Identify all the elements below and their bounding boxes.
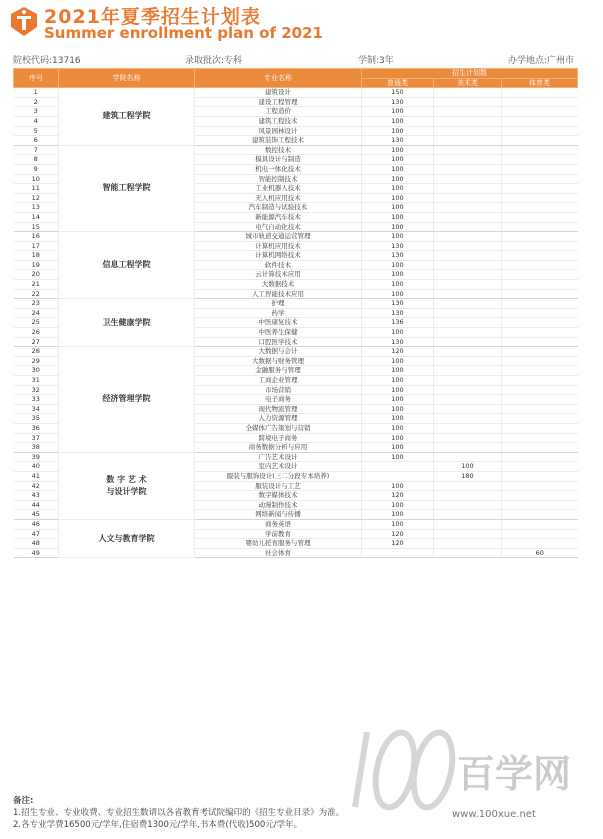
art-count bbox=[434, 145, 502, 155]
notes-section bbox=[13, 795, 344, 831]
table-row bbox=[14, 519, 578, 529]
header-college: 学院名称 bbox=[59, 69, 195, 88]
row-seq: 11 bbox=[14, 184, 59, 194]
art-count bbox=[434, 232, 502, 242]
general-count: 100 bbox=[362, 404, 434, 414]
general-count: 120 bbox=[362, 491, 434, 501]
art-count bbox=[434, 433, 502, 443]
row-seq: 14 bbox=[14, 212, 59, 222]
major-name: 跨境电子商务 bbox=[195, 433, 362, 443]
general-count: 100 bbox=[362, 270, 434, 280]
row-seq: 25 bbox=[14, 318, 59, 328]
art-count bbox=[434, 107, 502, 117]
sport-count bbox=[502, 203, 578, 213]
sport-count bbox=[502, 126, 578, 136]
major-name: 数字媒体技术 bbox=[195, 491, 362, 501]
sport-count bbox=[502, 164, 578, 174]
art-count bbox=[434, 395, 502, 405]
major-name: 工商企业管理 bbox=[195, 376, 362, 386]
table-row bbox=[14, 88, 578, 98]
row-seq: 2 bbox=[14, 97, 59, 107]
major-name: 建筑工程技术 bbox=[195, 116, 362, 126]
art-count: 180 bbox=[434, 471, 502, 481]
major-name: 计算机网络技术 bbox=[195, 251, 362, 261]
row-seq: 44 bbox=[14, 500, 59, 510]
major-name: 社会体育 bbox=[195, 548, 362, 558]
row-seq: 4 bbox=[14, 116, 59, 126]
major-name: 市场营销 bbox=[195, 385, 362, 395]
general-count: 100 bbox=[362, 116, 434, 126]
sport-count bbox=[502, 376, 578, 386]
row-seq: 32 bbox=[14, 385, 59, 395]
general-count: 100 bbox=[362, 107, 434, 117]
sport-count bbox=[502, 241, 578, 251]
row-seq: 48 bbox=[14, 539, 59, 549]
major-name: 建设工程管理 bbox=[195, 97, 362, 107]
sport-count bbox=[502, 500, 578, 510]
sport-count bbox=[502, 155, 578, 165]
row-seq: 1 bbox=[14, 88, 59, 98]
header-major: 专业名称 bbox=[195, 69, 362, 88]
major-name: 无人机应用技术 bbox=[195, 193, 362, 203]
row-seq: 35 bbox=[14, 414, 59, 424]
sport-count bbox=[502, 519, 578, 529]
row-seq: 21 bbox=[14, 280, 59, 290]
sport-count bbox=[502, 366, 578, 376]
row-seq: 26 bbox=[14, 328, 59, 338]
major-name: 中医养生保健 bbox=[195, 328, 362, 338]
art-count bbox=[434, 539, 502, 549]
sport-count bbox=[502, 260, 578, 270]
sport-count bbox=[502, 88, 578, 98]
art-count bbox=[434, 174, 502, 184]
major-name: 婴幼儿托育服务与管理 bbox=[195, 539, 362, 549]
art-count: 100 bbox=[434, 462, 502, 472]
table-row bbox=[14, 347, 578, 357]
school-code: 院校代码:13716 bbox=[13, 56, 81, 66]
sport-count bbox=[502, 471, 578, 481]
sport-count bbox=[502, 337, 578, 347]
sport-count bbox=[502, 452, 578, 462]
major-name: 现代物流管理 bbox=[195, 404, 362, 414]
note-line-1: 1.招生专业、专业收费、专业招生数请以各省教育考试院编印的《招生专业目录》为准。 bbox=[13, 808, 345, 818]
major-name: 护理 bbox=[195, 299, 362, 309]
sport-count bbox=[502, 289, 578, 299]
sport-count bbox=[502, 270, 578, 280]
row-seq: 38 bbox=[14, 443, 59, 453]
row-seq: 17 bbox=[14, 241, 59, 251]
sport-count bbox=[502, 145, 578, 155]
table-row bbox=[14, 452, 578, 462]
major-name: 服装设计与工艺 bbox=[195, 481, 362, 491]
row-seq: 29 bbox=[14, 356, 59, 366]
row-seq: 12 bbox=[14, 193, 59, 203]
art-count bbox=[434, 481, 502, 491]
row-seq: 42 bbox=[14, 481, 59, 491]
sport-count bbox=[502, 222, 578, 232]
row-seq: 45 bbox=[14, 510, 59, 520]
art-count bbox=[434, 414, 502, 424]
row-seq: 15 bbox=[14, 222, 59, 232]
sport-count: 60 bbox=[502, 548, 578, 558]
page-title: 2021年夏季招生计划表 bbox=[44, 6, 261, 28]
row-seq: 47 bbox=[14, 529, 59, 539]
general-count bbox=[362, 462, 434, 472]
major-name: 建筑设计 bbox=[195, 88, 362, 98]
general-count: 100 bbox=[362, 452, 434, 462]
note-line-2: 2.各专业学费16500元/学年,住宿费1300元/学年,书本费(代收)500元/学年。 bbox=[13, 820, 303, 830]
sport-count bbox=[502, 184, 578, 194]
general-count bbox=[362, 471, 434, 481]
college-name: 经济管理学院 bbox=[59, 347, 195, 453]
general-count: 120 bbox=[362, 529, 434, 539]
row-seq: 34 bbox=[14, 404, 59, 414]
general-count: 100 bbox=[362, 164, 434, 174]
art-count bbox=[434, 366, 502, 376]
sport-count bbox=[502, 491, 578, 501]
art-count bbox=[434, 452, 502, 462]
major-name: 药学 bbox=[195, 308, 362, 318]
admission-batch: 录取批次:专科 bbox=[185, 56, 243, 66]
sport-count bbox=[502, 251, 578, 261]
row-seq: 28 bbox=[14, 347, 59, 357]
row-seq: 16 bbox=[14, 232, 59, 242]
art-count bbox=[434, 443, 502, 453]
major-name: 计算机应用技术 bbox=[195, 241, 362, 251]
art-count bbox=[434, 328, 502, 338]
general-count: 100 bbox=[362, 510, 434, 520]
header-plan: 招生计划数 bbox=[362, 69, 578, 79]
row-seq: 8 bbox=[14, 155, 59, 165]
art-count bbox=[434, 280, 502, 290]
sport-count bbox=[502, 395, 578, 405]
art-count bbox=[434, 299, 502, 309]
general-count: 130 bbox=[362, 299, 434, 309]
row-seq: 49 bbox=[14, 548, 59, 558]
general-count: 136 bbox=[362, 318, 434, 328]
general-count: 130 bbox=[362, 136, 434, 146]
table-row bbox=[14, 145, 578, 155]
general-count: 100 bbox=[362, 174, 434, 184]
page-subtitle: Summer enrollment plan of 2021 bbox=[44, 24, 323, 42]
row-seq: 36 bbox=[14, 423, 59, 433]
art-count bbox=[434, 510, 502, 520]
row-seq: 19 bbox=[14, 260, 59, 270]
sport-count bbox=[502, 433, 578, 443]
row-seq: 43 bbox=[14, 491, 59, 501]
sport-count bbox=[502, 356, 578, 366]
table-row bbox=[14, 299, 578, 309]
art-count bbox=[434, 337, 502, 347]
row-seq: 6 bbox=[14, 136, 59, 146]
table-row bbox=[14, 232, 578, 242]
general-count: 130 bbox=[362, 251, 434, 261]
sport-count bbox=[502, 328, 578, 338]
major-name: 动漫制作技术 bbox=[195, 500, 362, 510]
sport-count bbox=[502, 193, 578, 203]
row-seq: 22 bbox=[14, 289, 59, 299]
major-name: 云计算技术应用 bbox=[195, 270, 362, 280]
major-name: 汽车制造与试验技术 bbox=[195, 203, 362, 213]
sport-count bbox=[502, 404, 578, 414]
major-name: 金融服务与管理 bbox=[195, 366, 362, 376]
general-count: 100 bbox=[362, 414, 434, 424]
major-name: 商务数据分析与应用 bbox=[195, 443, 362, 453]
major-name: 学前教育 bbox=[195, 529, 362, 539]
sport-count bbox=[502, 299, 578, 309]
general-count: 100 bbox=[362, 328, 434, 338]
sport-count bbox=[502, 308, 578, 318]
table-header bbox=[14, 69, 578, 88]
general-count: 100 bbox=[362, 519, 434, 529]
art-count bbox=[434, 500, 502, 510]
row-seq: 41 bbox=[14, 471, 59, 481]
art-count bbox=[434, 193, 502, 203]
sport-count bbox=[502, 423, 578, 433]
general-count: 100 bbox=[362, 481, 434, 491]
art-count bbox=[434, 222, 502, 232]
general-count: 100 bbox=[362, 395, 434, 405]
header-seq: 序号 bbox=[14, 69, 59, 88]
row-seq: 9 bbox=[14, 164, 59, 174]
sport-count bbox=[502, 212, 578, 222]
row-seq: 5 bbox=[14, 126, 59, 136]
college-name: 建筑工程学院 bbox=[59, 88, 195, 146]
table-body bbox=[14, 88, 578, 558]
art-count bbox=[434, 136, 502, 146]
study-length: 学制:3年 bbox=[358, 56, 394, 66]
sport-count bbox=[502, 510, 578, 520]
college-name: 数 字 艺 术 与设计学院 bbox=[59, 452, 195, 519]
page-header bbox=[0, 0, 603, 46]
art-count bbox=[434, 184, 502, 194]
major-name: 风景园林设计 bbox=[195, 126, 362, 136]
general-count: 100 bbox=[362, 500, 434, 510]
art-count bbox=[434, 347, 502, 357]
row-seq: 31 bbox=[14, 376, 59, 386]
general-count: 100 bbox=[362, 212, 434, 222]
general-count: 100 bbox=[362, 260, 434, 270]
art-count bbox=[434, 270, 502, 280]
major-name: 软件技术 bbox=[195, 260, 362, 270]
row-seq: 24 bbox=[14, 308, 59, 318]
sport-count bbox=[502, 347, 578, 357]
college-name: 智能工程学院 bbox=[59, 145, 195, 231]
college-name: 信息工程学院 bbox=[59, 232, 195, 299]
art-count bbox=[434, 289, 502, 299]
row-seq: 3 bbox=[14, 107, 59, 117]
major-name: 数控技术 bbox=[195, 145, 362, 155]
general-count: 100 bbox=[362, 366, 434, 376]
general-count: 100 bbox=[362, 280, 434, 290]
general-count: 100 bbox=[362, 289, 434, 299]
major-name: 电子商务 bbox=[195, 395, 362, 405]
sport-count bbox=[502, 280, 578, 290]
art-count bbox=[434, 126, 502, 136]
art-count bbox=[434, 308, 502, 318]
art-count bbox=[434, 241, 502, 251]
art-count bbox=[434, 164, 502, 174]
row-seq: 20 bbox=[14, 270, 59, 280]
header-general: 普通类 bbox=[362, 78, 434, 88]
watermark-brand: 百学网 bbox=[457, 752, 572, 796]
art-count bbox=[434, 97, 502, 107]
major-name: 机电一体化技术 bbox=[195, 164, 362, 174]
major-name: 网络新闻与传播 bbox=[195, 510, 362, 520]
major-name: 工程造价 bbox=[195, 107, 362, 117]
art-count bbox=[434, 212, 502, 222]
sport-count bbox=[502, 385, 578, 395]
row-seq: 33 bbox=[14, 395, 59, 405]
general-count: 100 bbox=[362, 385, 434, 395]
art-count bbox=[434, 376, 502, 386]
general-count: 130 bbox=[362, 308, 434, 318]
watermark-url: www.100xue.net bbox=[452, 809, 536, 820]
general-count: 130 bbox=[362, 97, 434, 107]
general-count: 100 bbox=[362, 443, 434, 453]
major-name: 大数据与会计 bbox=[195, 347, 362, 357]
sport-count bbox=[502, 414, 578, 424]
major-name: 商务英语 bbox=[195, 519, 362, 529]
general-count: 100 bbox=[362, 232, 434, 242]
major-name: 大数据技术 bbox=[195, 280, 362, 290]
art-count bbox=[434, 251, 502, 261]
row-seq: 27 bbox=[14, 337, 59, 347]
art-count bbox=[434, 88, 502, 98]
row-seq: 46 bbox=[14, 519, 59, 529]
sport-count bbox=[502, 232, 578, 242]
general-count: 130 bbox=[362, 337, 434, 347]
art-count bbox=[434, 155, 502, 165]
row-seq: 37 bbox=[14, 433, 59, 443]
header-sport: 体育类 bbox=[502, 78, 578, 88]
art-count bbox=[434, 404, 502, 414]
general-count: 100 bbox=[362, 203, 434, 213]
major-name: 口腔医学技术 bbox=[195, 337, 362, 347]
sport-count bbox=[502, 462, 578, 472]
sport-count bbox=[502, 539, 578, 549]
sport-count bbox=[502, 174, 578, 184]
sport-count bbox=[502, 116, 578, 126]
sport-count bbox=[502, 318, 578, 328]
general-count bbox=[362, 548, 434, 558]
major-name: 广告艺术设计 bbox=[195, 452, 362, 462]
art-count bbox=[434, 260, 502, 270]
general-count: 100 bbox=[362, 193, 434, 203]
row-seq: 10 bbox=[14, 174, 59, 184]
major-name: 工业机器人技术 bbox=[195, 184, 362, 194]
general-count: 120 bbox=[362, 539, 434, 549]
major-name: 模具设计与制造 bbox=[195, 155, 362, 165]
art-count bbox=[434, 318, 502, 328]
college-name: 人文与教育学院 bbox=[59, 519, 195, 557]
major-name: 城市轨道交通运营管理 bbox=[195, 232, 362, 242]
art-count bbox=[434, 116, 502, 126]
art-count bbox=[434, 203, 502, 213]
general-count: 100 bbox=[362, 433, 434, 443]
general-count: 100 bbox=[362, 376, 434, 386]
notes-title: 备注: bbox=[13, 796, 34, 806]
row-seq: 39 bbox=[14, 452, 59, 462]
major-name: 人工智能技术应用 bbox=[195, 289, 362, 299]
row-seq: 40 bbox=[14, 462, 59, 472]
major-name: 大数据与财务管理 bbox=[195, 356, 362, 366]
header-art: 美术类 bbox=[434, 78, 502, 88]
art-count bbox=[434, 519, 502, 529]
general-count: 130 bbox=[362, 241, 434, 251]
art-count bbox=[434, 356, 502, 366]
school-logo-icon bbox=[8, 5, 40, 39]
sport-count bbox=[502, 443, 578, 453]
major-name: 智能控制技术 bbox=[195, 174, 362, 184]
row-seq: 13 bbox=[14, 203, 59, 213]
major-name: 全媒体广告策划与营销 bbox=[195, 423, 362, 433]
general-count: 100 bbox=[362, 222, 434, 232]
general-count: 150 bbox=[362, 88, 434, 98]
major-name: 电气自动化技术 bbox=[195, 222, 362, 232]
sport-count bbox=[502, 136, 578, 146]
major-name: 建筑装饰工程技术 bbox=[195, 136, 362, 146]
major-name: 人力资源管理 bbox=[195, 414, 362, 424]
row-seq: 30 bbox=[14, 366, 59, 376]
major-name: 中医康复技术 bbox=[195, 318, 362, 328]
general-count: 100 bbox=[362, 155, 434, 165]
major-name: 室内艺术设计 bbox=[195, 462, 362, 472]
general-count: 100 bbox=[362, 356, 434, 366]
art-count bbox=[434, 385, 502, 395]
art-count bbox=[434, 491, 502, 501]
sport-count bbox=[502, 529, 578, 539]
general-count: 100 bbox=[362, 126, 434, 136]
general-count: 100 bbox=[362, 184, 434, 194]
major-name: 新能源汽车技术 bbox=[195, 212, 362, 222]
watermark-logo-icon bbox=[345, 712, 600, 822]
general-count: 120 bbox=[362, 347, 434, 357]
row-seq: 7 bbox=[14, 145, 59, 155]
sport-count bbox=[502, 107, 578, 117]
major-name: 服装与服饰设计(三二分段专本培养) bbox=[195, 471, 362, 481]
campus-location: 办学地点:广州市 bbox=[508, 56, 575, 66]
row-seq: 23 bbox=[14, 299, 59, 309]
art-count bbox=[434, 548, 502, 558]
art-count bbox=[434, 529, 502, 539]
college-name: 卫生健康学院 bbox=[59, 299, 195, 347]
sport-count bbox=[502, 97, 578, 107]
row-seq: 18 bbox=[14, 251, 59, 261]
general-count: 100 bbox=[362, 423, 434, 433]
general-count: 100 bbox=[362, 145, 434, 155]
sport-count bbox=[502, 481, 578, 491]
art-count bbox=[434, 423, 502, 433]
enrollment-table bbox=[13, 68, 578, 558]
